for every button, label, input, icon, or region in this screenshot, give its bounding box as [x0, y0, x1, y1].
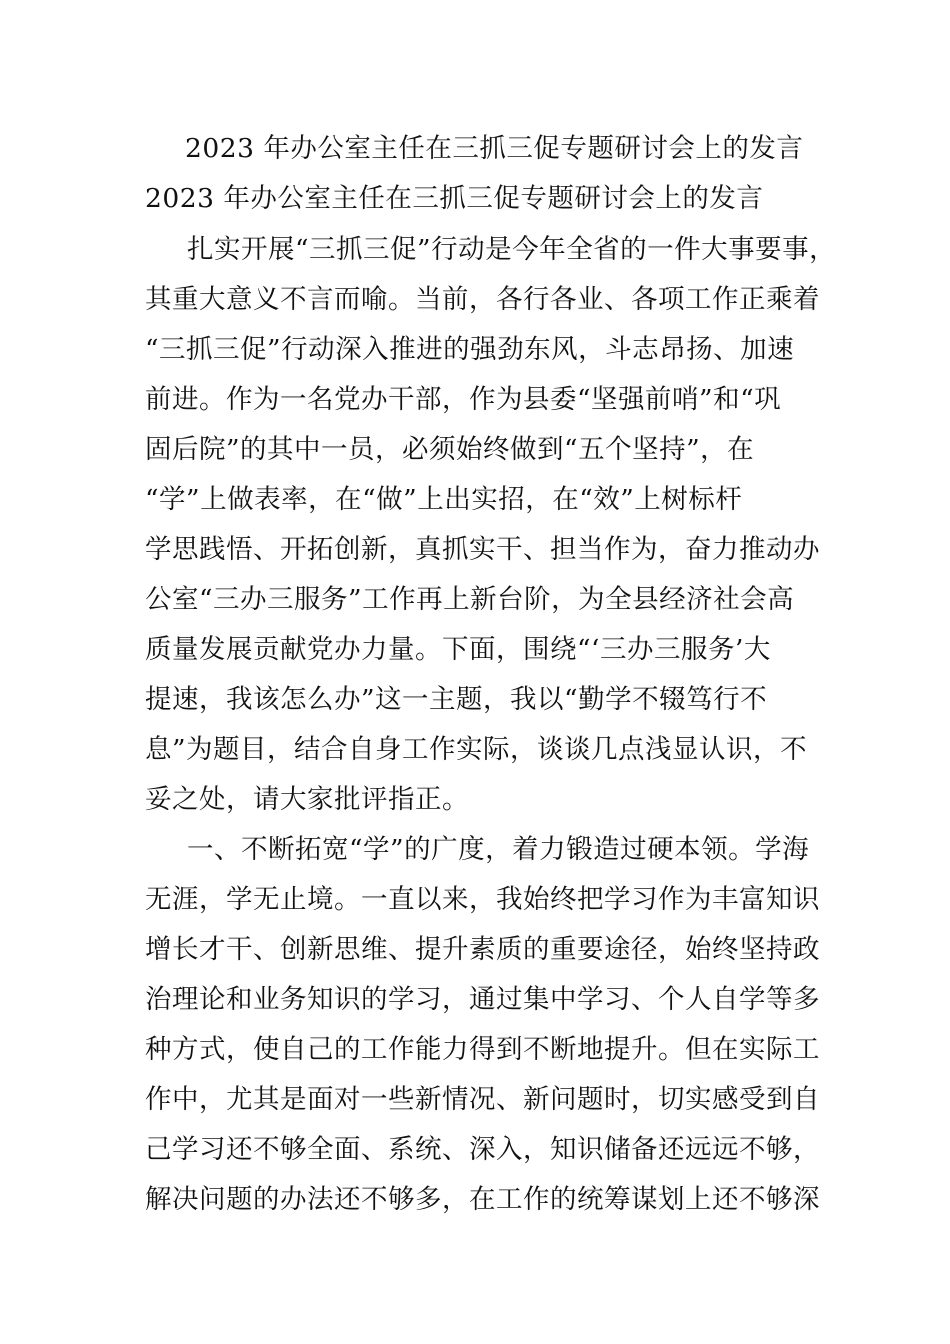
paragraph-line: 治理论和业务知识的学习，通过集中学习、个人自学等多 — [145, 984, 820, 1015]
paragraph-line: 前进。作为一名党办干部，作为县委“坚强前哨”和“巩 — [145, 384, 782, 415]
paragraph-line: “三抓三促”行动深入推进的强劲东风，斗志昂扬、加速 — [145, 334, 795, 365]
paragraph-line: “学”上做表率，在“做”上出实招，在“效”上树标杆 — [145, 484, 743, 515]
paragraph-line: 解决问题的办法还不够多，在工作的统筹谋划上还不够深 — [145, 1184, 820, 1215]
paragraph-line: 公室“三办三服务”工作再上新台阶，为全县经济社会高 — [145, 584, 795, 615]
document-title-repeat: 2023 年办公室主任在三抓三促专题研讨会上的发言 — [145, 183, 764, 214]
paragraph-line: 质量发展贡献党办力量。下面，围绕“‘三办三服务’大 — [145, 634, 771, 665]
paragraph-line: 妥之处，请大家批评指正。 — [145, 784, 469, 815]
paragraph-line: 种方式，使自己的工作能力得到不断地提升。但在实际工 — [145, 1034, 820, 1065]
paragraph-line: 学思践悟、开拓创新，真抓实干、担当作为，奋力推动办 — [145, 534, 820, 565]
paragraph-line: 息”为题目，结合自身工作实际，谈谈几点浅显认识，不 — [145, 734, 808, 765]
paragraph-line: 提速，我该怎么办”这一主题，我以“勤学不辍笃行不 — [145, 684, 768, 715]
paragraph-line: 增长才干、创新思维、提升素质的重要途径，始终坚持政 — [145, 934, 820, 965]
section-heading-line: 一、不断拓宽“学”的广度，着力锻造过硬本领。学海 — [187, 834, 810, 865]
paragraph-line: 无涯，学无止境。一直以来，我始终把学习作为丰富知识 — [145, 884, 820, 915]
paragraph-line: 己学习还不够全面、系统、深入，知识储备还远远不够， — [145, 1134, 820, 1165]
paragraph-line: 作中，尤其是面对一些新情况、新问题时，切实感受到自 — [145, 1084, 820, 1115]
paragraph-line: 固后院”的其中一员，必须始终做到“五个坚持”，在 — [145, 434, 755, 465]
document-title: 2023 年办公室主任在三抓三促专题研讨会上的发言 — [185, 133, 804, 164]
paragraph-line: 扎实开展“三抓三促”行动是今年全省的一件大事要事， — [187, 234, 837, 265]
paragraph-line: 其重大意义不言而喻。当前，各行各业、各项工作正乘着 — [145, 284, 820, 315]
